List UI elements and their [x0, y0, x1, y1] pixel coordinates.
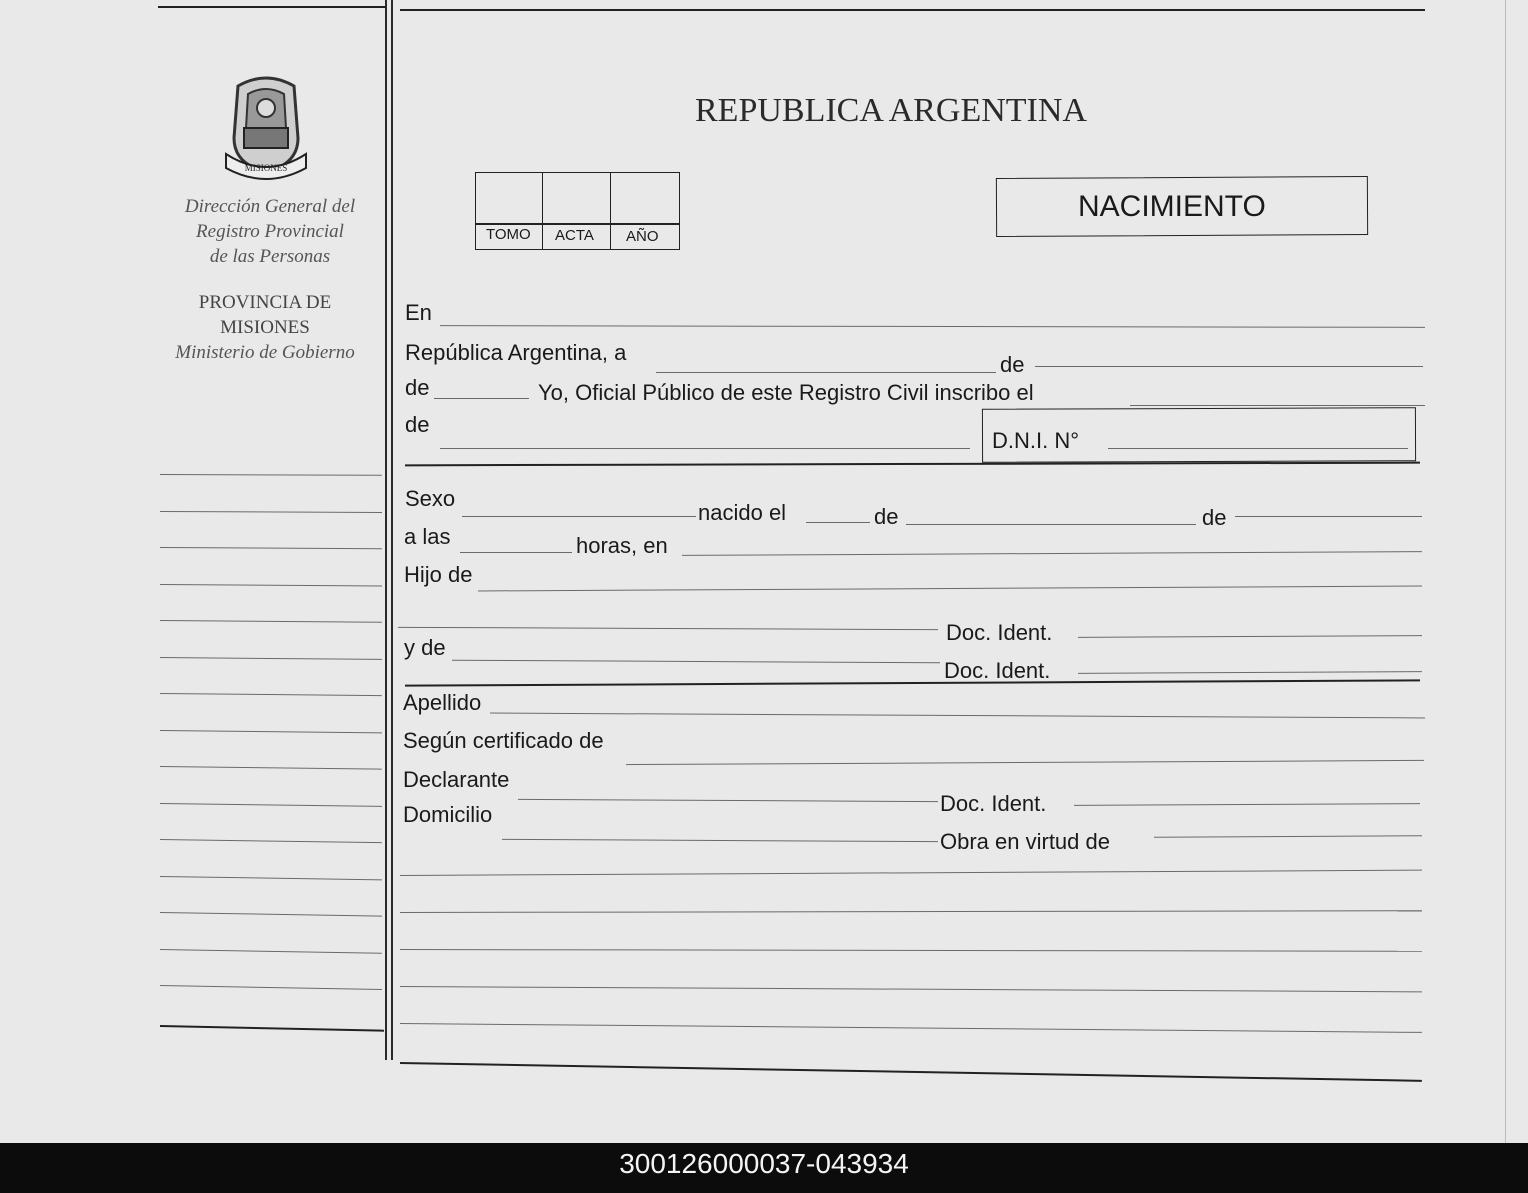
label-inscribo: Yo, Oficial Público de este Registro Civil inscribo el	[538, 380, 1034, 405]
blank-line	[400, 949, 1422, 952]
line-declarante	[518, 799, 938, 802]
margin-line	[160, 474, 382, 476]
agency-line-1: Dirección General del	[184, 196, 356, 217]
top-rule-left	[158, 6, 386, 8]
top-rule-right	[400, 9, 1425, 11]
section-rule-1	[405, 462, 1420, 467]
label-hijo-de: Hijo de	[404, 562, 473, 587]
label-y-de: y de	[404, 635, 446, 660]
ministry-name: Ministerio de Gobierno	[175, 342, 355, 363]
line-de4	[906, 524, 1196, 525]
line-doc2	[1078, 671, 1422, 674]
box-label-rule	[475, 223, 680, 225]
line-republica	[656, 372, 996, 373]
label-de-4: de	[874, 504, 899, 529]
label-en: En	[405, 300, 432, 325]
line-de5	[1235, 516, 1422, 517]
line-doc3	[1074, 803, 1420, 806]
agency-name	[160, 194, 380, 269]
label-sexo: Sexo	[405, 486, 456, 511]
record-type-label: NACIMIENTO	[1078, 190, 1266, 223]
line-hijo	[478, 586, 1422, 592]
label-de-3: de	[405, 412, 430, 437]
label-republica: República Argentina, a	[405, 340, 627, 365]
column-divider-left	[385, 0, 387, 1060]
section-rule-2	[405, 679, 1420, 686]
label-de-1: de	[1000, 352, 1025, 377]
line-horas	[682, 551, 1422, 556]
label-doc-ident-3: Doc. Ident.	[940, 791, 1047, 816]
line-apellido	[490, 713, 1425, 719]
tomo-label: TOMO	[486, 226, 531, 243]
margin-line	[160, 730, 382, 733]
document-id: 300126000037-043934	[619, 1148, 909, 1179]
line-de3	[440, 448, 970, 449]
column-divider-right	[391, 0, 393, 1060]
label-a-las: a las	[404, 524, 451, 549]
label-dni: D.N.I. N°	[992, 428, 1080, 453]
label-segun-certificado: Según certificado de	[403, 728, 604, 753]
label-horas: horas, en	[576, 533, 668, 558]
blank-line	[400, 1023, 1422, 1033]
line-en	[440, 325, 1425, 328]
agency-line-2: Registro Provincial	[196, 221, 344, 242]
label-de-2: de	[405, 375, 430, 400]
line-alas	[460, 552, 572, 553]
margin-line	[160, 876, 382, 880]
margin-line	[160, 547, 382, 549]
province-line-2: MISIONES	[220, 317, 310, 338]
label-apellido: Apellido	[403, 690, 482, 715]
line-sexo	[462, 516, 696, 517]
label-nacido: nacido el	[698, 500, 787, 525]
acta-label: ACTA	[555, 227, 594, 244]
agency-line-3: de las Personas	[209, 246, 331, 267]
margin-line	[160, 912, 382, 917]
province-line-1: PROVINCIA DE	[198, 292, 332, 313]
margin-line	[160, 657, 382, 660]
line-padre	[398, 627, 938, 630]
provincial-seal-icon	[218, 68, 314, 186]
margin-line	[160, 839, 382, 843]
line-doc1	[1078, 635, 1422, 638]
margin-line	[160, 620, 382, 623]
line-inscribo	[1130, 405, 1425, 406]
line-segun	[626, 760, 1424, 765]
label-doc-ident-2: Doc. Ident.	[944, 658, 1051, 683]
line-nacido	[806, 522, 870, 523]
label-declarante: Declarante	[403, 767, 510, 792]
margin-line	[160, 511, 382, 513]
margin-bottom-rule	[160, 1025, 384, 1032]
line-de2	[434, 398, 529, 399]
label-de-5: de	[1202, 505, 1227, 530]
margin-line	[160, 985, 382, 990]
province-name	[160, 290, 370, 340]
document-id-strip	[0, 1143, 1528, 1193]
svg-text:MISIONES: MISIONES	[244, 163, 288, 173]
label-domicilio: Domicilio	[403, 802, 493, 827]
line-obra	[1154, 835, 1422, 837]
label-doc-ident-1: Doc. Ident.	[946, 620, 1053, 645]
blank-line	[400, 870, 1422, 876]
margin-line	[160, 949, 382, 954]
margin-line	[160, 803, 382, 807]
line-de1	[1035, 366, 1423, 367]
box-divider-1	[542, 173, 543, 249]
label-obra-en-virtud: Obra en virtud de	[940, 829, 1110, 854]
margin-line	[160, 766, 382, 770]
page-edge	[1505, 0, 1506, 1143]
blank-line	[400, 910, 1422, 913]
line-dni	[1108, 448, 1408, 449]
country-title: REPUBLICA ARGENTINA	[695, 92, 1087, 129]
margin-line	[160, 584, 382, 586]
line-domicilio	[502, 839, 938, 842]
margin-line	[160, 693, 382, 696]
anio-label: AÑO	[626, 228, 659, 245]
box-divider-2	[610, 173, 611, 249]
blank-line	[400, 986, 1422, 992]
line-yde	[452, 660, 940, 664]
bottom-rule	[400, 1062, 1422, 1082]
